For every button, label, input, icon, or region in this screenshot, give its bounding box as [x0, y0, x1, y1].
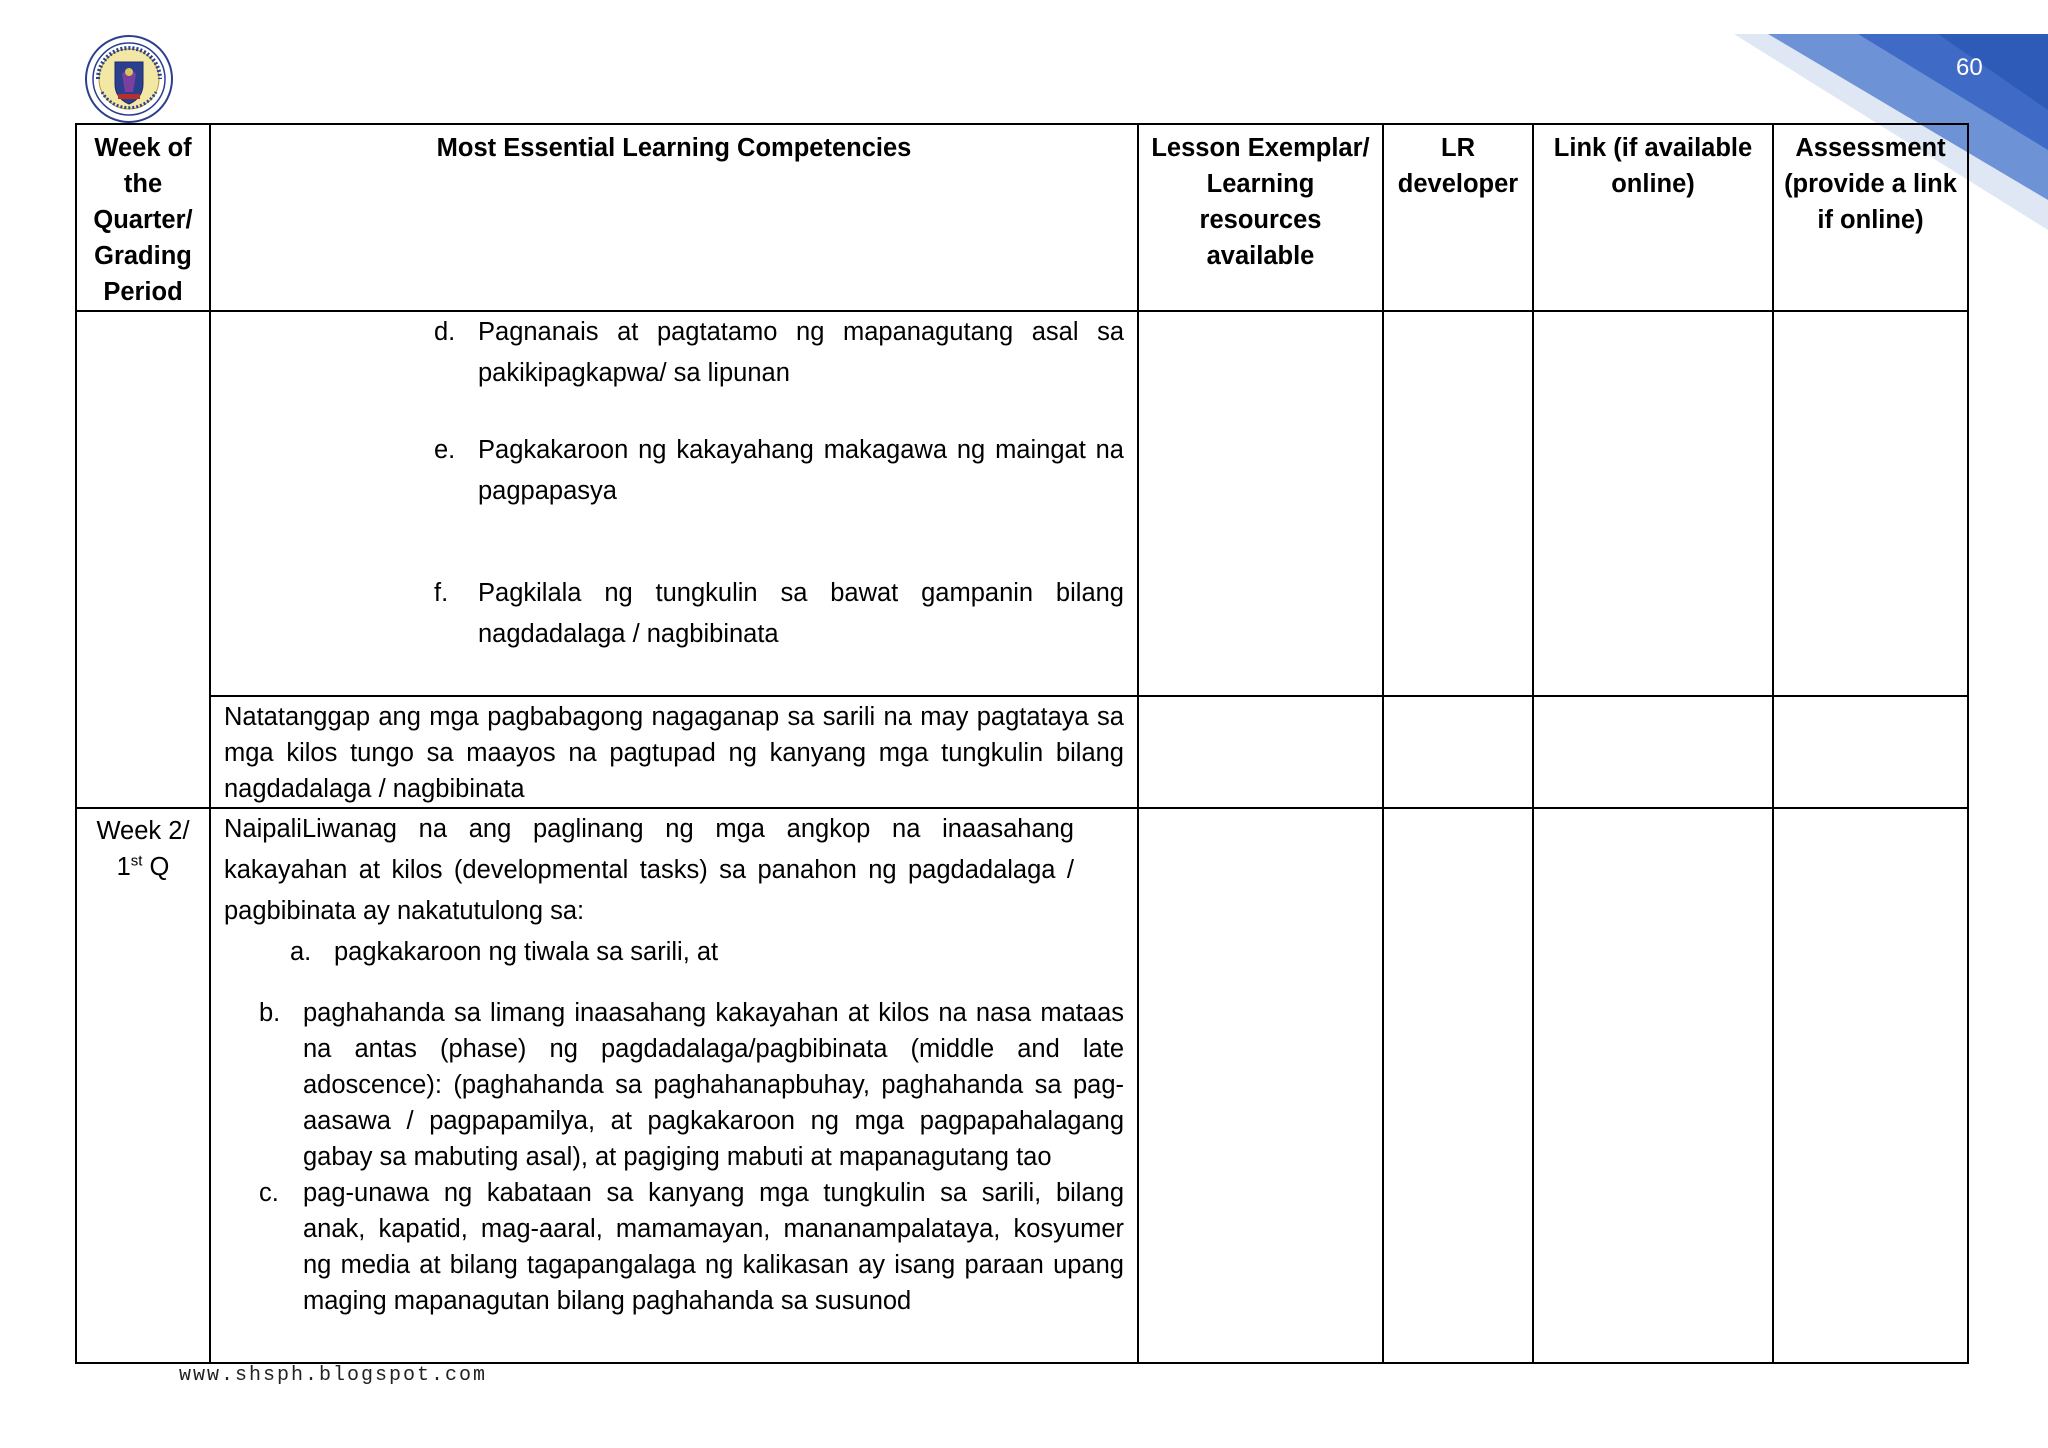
assessment-cell: [1773, 808, 1968, 1363]
table-row: [76, 808, 1968, 1363]
header-lesson-exemplar: Lesson Exemplar/ Learning resources available: [1138, 124, 1383, 311]
page-number: 60: [1956, 54, 1983, 81]
assessment-cell: [1773, 311, 1968, 696]
competency-cell: [210, 311, 1138, 696]
quarter-label: 1st Q: [116, 852, 170, 881]
list-item: d. Pagnanais at pagtatamo ng mapanagutang asal sa pakikipagkapwa/ sa lipunan: [434, 318, 1124, 387]
competency-cell: Natatanggap ang mga pagbabagong nagaganap sa sarili na may pagtataya sa mga kilos tungo sa maayos na pagtupad ng kanyang mga tungkulin bilang nagdadalaga / nagbibinata: [210, 696, 1138, 808]
lr-developer-cell: [1383, 808, 1533, 1363]
header-melc: Most Essential Learning Competencies: [210, 124, 1138, 311]
header-assessment: Assessment (provide a link if online): [1773, 124, 1968, 311]
header-lr-developer: LR developer: [1383, 124, 1533, 311]
table-header-row: [76, 124, 1968, 311]
link-cell: [1533, 808, 1773, 1363]
melc-table: [75, 123, 1969, 1364]
link-cell: [1533, 696, 1773, 808]
week-label: Week 2/: [96, 817, 190, 845]
week-cell-empty: [76, 311, 210, 808]
table-row: [76, 696, 1968, 808]
lr-developer-cell: [1383, 696, 1533, 808]
header-week: Week of the Quarter/ Grading Period: [76, 124, 210, 311]
link-cell: [1533, 311, 1773, 696]
lesson-exemplar-cell: [1138, 311, 1383, 696]
list-item: e. Pagkakaroon ng kakayahang makagawa ng maingat na pagpapasya: [434, 436, 1124, 505]
deped-seal-icon: [84, 34, 174, 124]
footer-url: www.shsph.blogspot.com: [179, 1364, 488, 1387]
list-item: c. pag-unawa ng kabataan sa kanyang mga tungkulin sa sarili, bilang anak, kapatid, mag-aaral, mamamayan, mananampalataya, kosyumer ng media at bilang tagapangalaga ng kalikasan ay isang paraan upang maging mapanagutan bilang paghahanda sa susunod: [259, 1179, 1124, 1315]
assessment-cell: [1773, 696, 1968, 808]
list-item: a. pagkakaroon ng tiwala sa sarili, at: [290, 938, 719, 966]
list-item: b. paghahanda sa limang inaasahang kakayahan at kilos na nasa mataas na antas (phase) ng pagdadalaga/pagbibinata (middle and late adoscence): (paghahanda sa paghahanapbuhay, paghahanda sa pag-aasawa / pagpapamilya, at pagkakaroon ng mga pagpapahalagang gabay sa mabuting asal), at pagiging mabuti at mapanagutang tao: [259, 999, 1124, 1171]
week-cell: [76, 808, 210, 1363]
lesson-exemplar-cell: [1138, 696, 1383, 808]
header-link: Link (if available online): [1533, 124, 1773, 311]
competency-intro: NaipaliLiwanag na ang paglinang ng mga angkop na inaasahang kakayahan at kilos (developmental tasks) sa panahon ng pagdadalaga / pagbibinata ay nakatutulong sa:: [224, 815, 1074, 925]
lr-developer-cell: [1383, 311, 1533, 696]
competency-cell: [210, 808, 1138, 1363]
table-row: [76, 311, 1968, 696]
lesson-exemplar-cell: [1138, 808, 1383, 1363]
list-item: f. Pagkilala ng tungkulin sa bawat gampanin bilang nagdadalaga / nagbibinata: [434, 579, 1124, 648]
